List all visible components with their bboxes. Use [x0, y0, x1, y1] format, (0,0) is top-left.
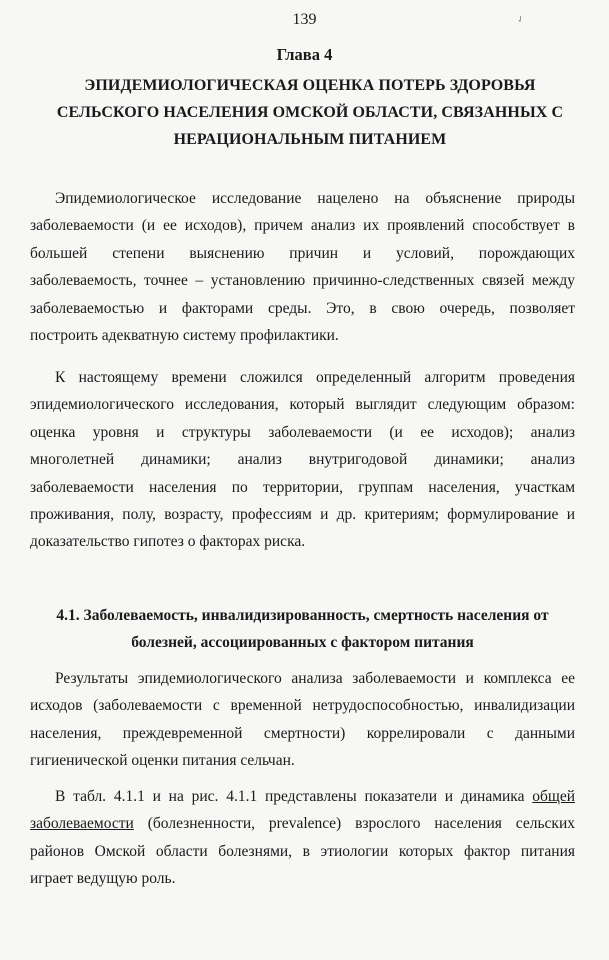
text-run: В табл. 4.1.1 и на рис. 4.1.1 представлены показатели и динамика — [55, 788, 533, 805]
paragraph-intro — [30, 185, 575, 349]
paragraph-line — [30, 810, 575, 837]
text-run: (болезненности, prevalence) взрослого населения сельских — [133, 815, 575, 833]
paragraph-line: играет ведущую роль. — [30, 870, 176, 888]
chapter-heading: Глава 4 — [276, 45, 333, 64]
paragraph-algorithm — [30, 364, 575, 556]
paragraph-line: исходов (заболеваемости с временной нетрудоспособностью, инвалидизации — [30, 697, 575, 715]
paragraph-line: заболеваемость, точнее – установлению причинно-следственных связей между — [30, 272, 575, 290]
paragraph-line: заболеваемости (и ее исходов), причем анализ их проявлений способствует в — [30, 217, 575, 235]
paragraph-line: заболеваемости населения по территории, группам населения, участкам — [30, 478, 575, 496]
underlined-term: заболеваемости — [30, 815, 134, 833]
paragraph-line: оценка уровня и структуры заболеваемости (и ее исходов); анализ — [30, 423, 575, 441]
section-heading — [30, 602, 575, 656]
chapter-title-line: ЭПИДЕМИОЛОГИЧЕСКАЯ ОЦЕНКА ПОТЕРЬ ЗДОРОВЬЯ — [84, 77, 536, 94]
paragraph-line: Эпидемиологическое исследование нацелено на объяснение природы — [55, 190, 575, 207]
page-number: 139 — [292, 11, 317, 28]
underlined-term: общей — [532, 788, 575, 805]
chapter-title — [40, 72, 580, 153]
chapter-title-line: СЕЛЬСКОГО НАСЕЛЕНИЯ ОМСКОЙ ОБЛАСТИ, СВЯЗАННЫХ С — [56, 104, 564, 121]
paragraph-line: населения, преждевременной смертности) коррелировали с данными — [30, 724, 575, 742]
paragraph-line: Результаты эпидемиологического анализа заболеваемости и комплекса ее — [55, 670, 575, 687]
paragraph-line: большей степени выяснению причин и условий, порождающих — [30, 244, 575, 262]
paragraph-line: гигиенической оценки питания сельчан. — [30, 752, 295, 770]
paragraph-line: районов Омской области болезнями, в этиологии которых фактор питания — [30, 842, 575, 860]
section-heading-line: 4.1. Заболеваемость, инвалидизированность, смертность населения от — [56, 607, 549, 624]
paragraph-line: К настоящему времени сложился определенный алгоритм проведения — [55, 369, 575, 386]
section-heading-line: болезней, ассоциированных с фактором питания — [131, 634, 474, 651]
paragraph-line: построить адекватную систему профилактики. — [30, 326, 339, 344]
paragraph-line — [30, 783, 575, 810]
paragraph-line: многолетней динамики; анализ внутригодовой динамики; анализ — [30, 451, 575, 469]
paragraph-results — [30, 665, 575, 775]
scan-mark: ✓ — [514, 12, 527, 26]
paragraph-line: эпидемиологического исследования, который выглядит следующим образом: — [30, 396, 575, 414]
paragraph-table-reference — [30, 783, 575, 893]
paragraph-line: доказательство гипотез о факторах риска. — [30, 533, 306, 551]
chapter-title-line: НЕРАЦИОНАЛЬНЫМ ПИТАНИЕМ — [173, 131, 447, 148]
paragraph-line: заболеваемостью и факторами среды. Это, в свою очередь, позволяет — [30, 299, 575, 317]
paragraph-line: проживания, полу, возрасту, профессиям и др. критериям; формулирование и — [30, 505, 575, 523]
